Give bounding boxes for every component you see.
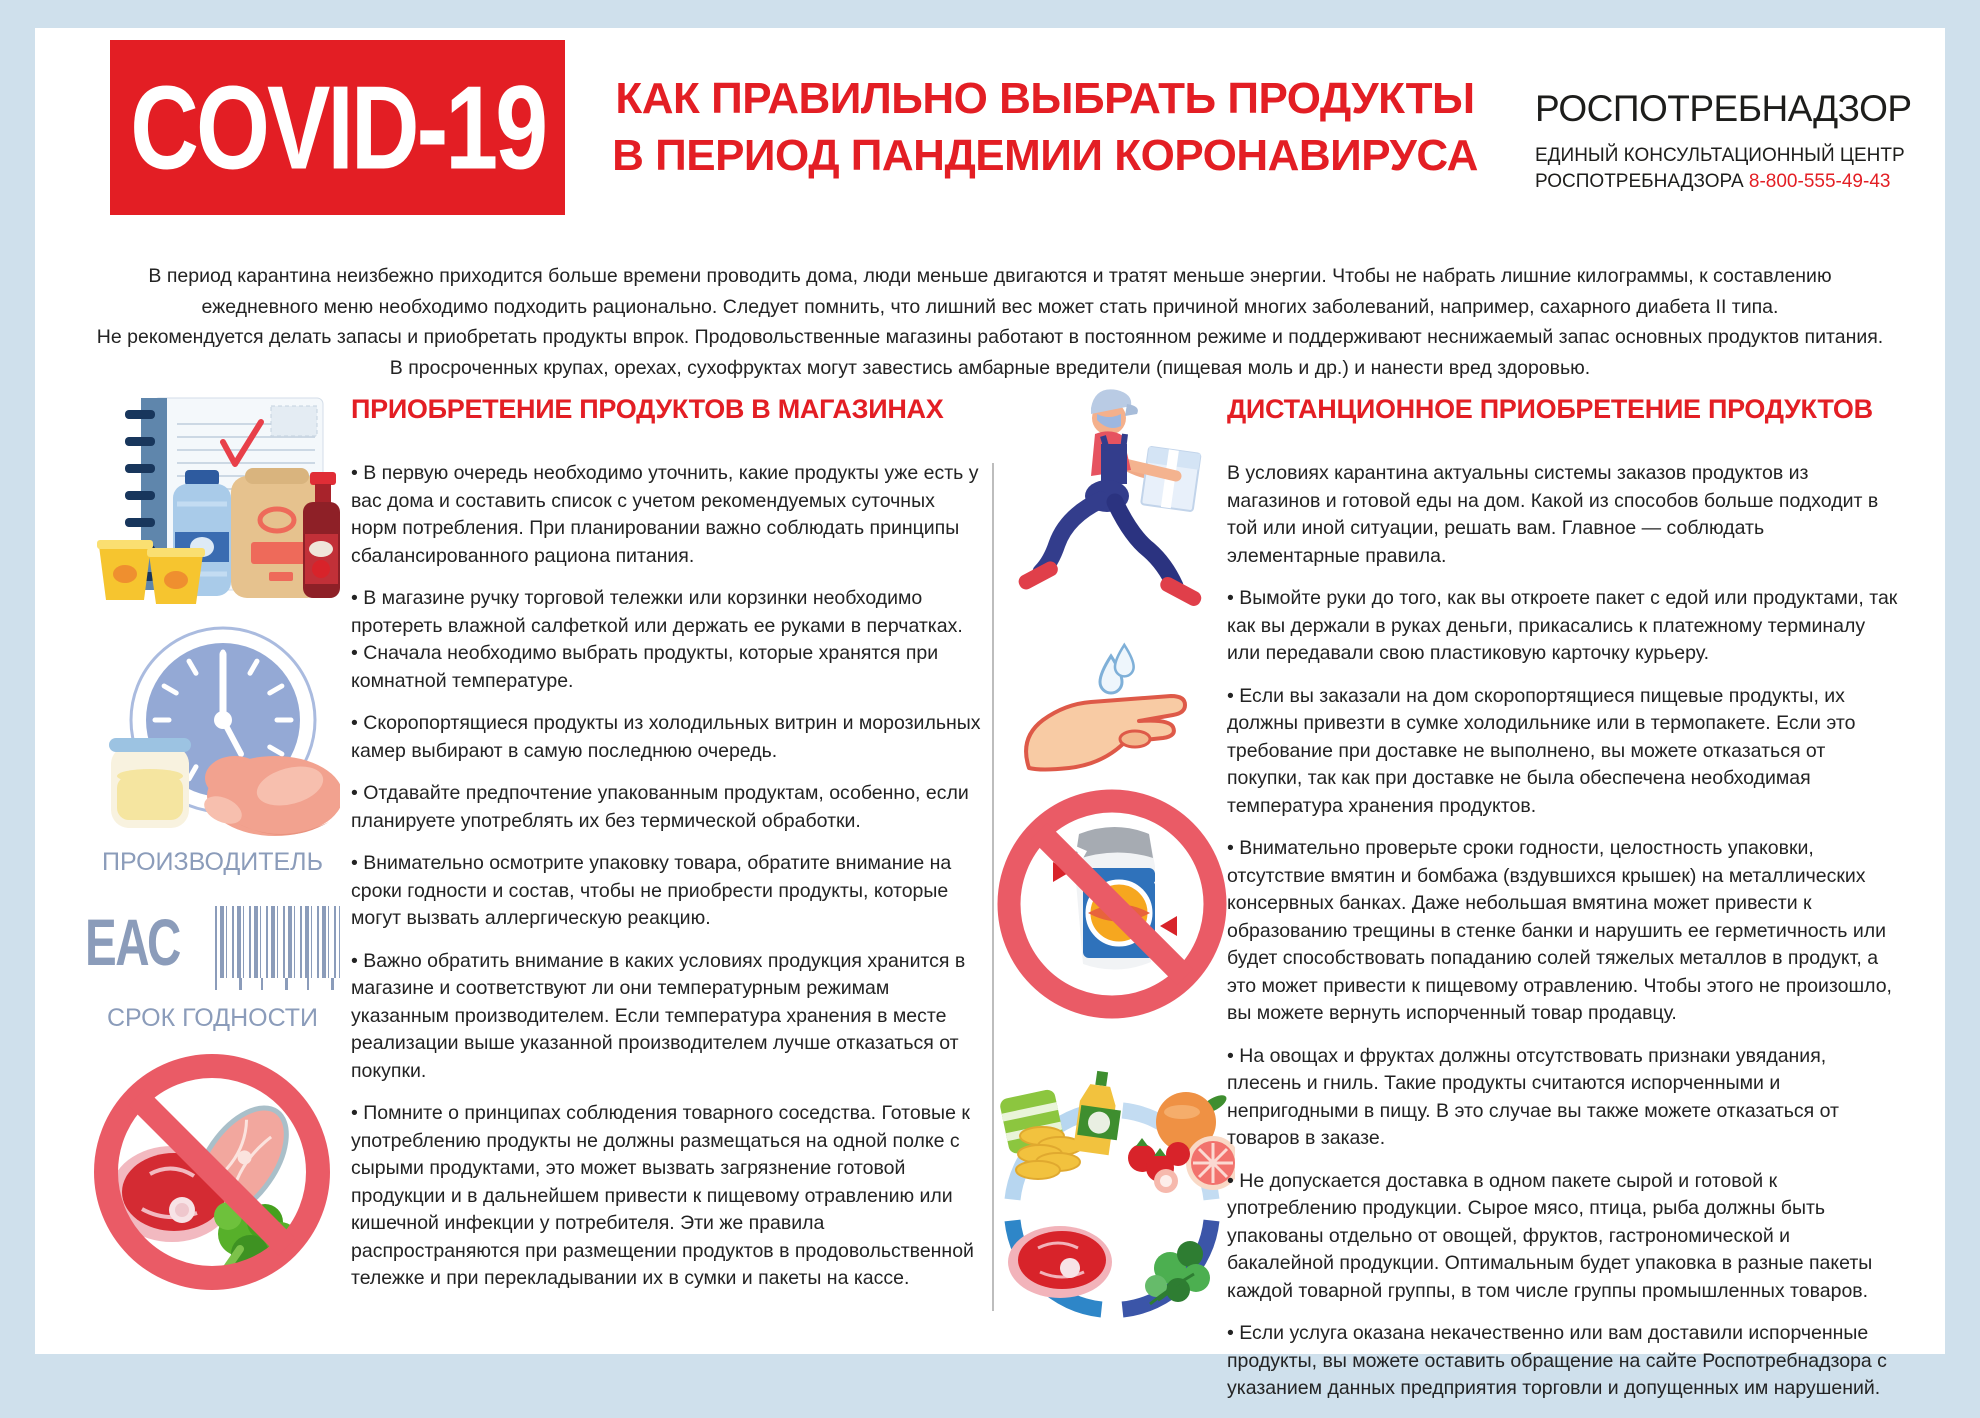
milk-jar <box>109 738 191 828</box>
store-bullet: • В первую очередь необходимо уточнить, какие продукты уже есть у вас дома и составить список с учетом рекомендуемых суточных норм потребления. При планировании важно соблюдать принципы сбалансированного рациона питания. <box>351 462 979 567</box>
producer-label: ПРОИЗВОДИТЕЛЬ <box>101 848 323 876</box>
remote-intro: В условиях карантина актуальны системы заказов продуктов из магазинов и готовой еды на дом. Какой из способов больше подходит в той или иной ситуации, решать вам. Главное — соблюдать элементарные правила. <box>1227 462 1879 567</box>
covid-19-badge <box>110 40 565 215</box>
eac-mark: ЕАС <box>85 905 180 979</box>
intro-line3: Не рекомендуется делать запасы и приобретать продукты впрок. Продовольственные магазины работают в постоянном режиме и поддерживают неснижаемый запас основных продуктов питания. <box>96 326 1884 348</box>
courier-illustration <box>1013 378 1208 638</box>
intro-line2: ежедневного меню необходимо подходить рационально. Следует помнить, что лишний вес может стать причиной многих заболеваний, например, сахарного диабета II типа. <box>201 295 1779 318</box>
intro-paragraph <box>90 261 1890 383</box>
intro-line1: В период карантина неизбежно приходится больше времени проводить дома, люди меньше двигаются и тратят меньше энергии. Чтобы не набрать лишние килограммы, к составлению <box>148 265 1832 287</box>
shelf-life-label: СРОК ГОДНОСТИ <box>106 1004 319 1032</box>
store-bullet: • Важно обратить внимание в каких условиях продукция хранится в магазине и соответствуют ли они температурным режимам указанным производителем. Если температура хранения в месте реализации выше указанной производителем лучше отказаться от покупки. <box>351 949 966 1082</box>
water-drop-icon <box>1100 645 1134 693</box>
covid-19-badge-text: COVID-19 <box>130 60 545 194</box>
remote-bullet: • Внимательно проверьте сроки годности, целостность упаковки, отсутствие вмятин и бомбажа (вздувшихся крышек) на металлических консервных банках. Даже небольшая вмятина может привести к образованию трещины в стенке банки и нарушить ее герметичность или будет способствовать попаданию солей тяжелых металлов в продукт, а это может привести к пищевому отравлению. Чтобы этого не произошло, вы можете вернуть испорченный товар продавцу. <box>1227 837 1892 1024</box>
store-bullet: • Скоропортящиеся продукты из холодильных витрин и морозильных камер выбирают в самую последнюю очередь. <box>351 712 981 762</box>
meat <box>1008 1226 1112 1298</box>
store-column <box>351 394 985 1308</box>
clock-storage-time-illustration <box>85 618 340 840</box>
hotline-line2: РОСПОТРЕБНАДЗОРА <box>1535 171 1744 192</box>
hotline-line1: ЕДИНЫЙ КОНСУЛЬТАЦИОННЫЙ ЦЕНТР <box>1535 145 1905 166</box>
eac-barcode-row <box>85 890 340 994</box>
store-bullet: • В магазине ручку торговой тележки или корзинки необходимо протереть влажной салфеткой или держать ее руками в перчатках. <box>351 587 963 637</box>
remote-bullet: • На овощах и фруктах должны отсутствовать признаки увядания, плесень и гниль. Такие продукты считаются испорченными и непригодными в пищу. В это случае вы также можете отказаться от товаров в заказе. <box>1227 1044 1839 1149</box>
page-title <box>590 70 1500 184</box>
store-bullet: • Внимательно осмотрите упаковку товара, обратите внимание на сроки годности и состав, чтобы не приобрести продукты, которые могут вызвать аллергическую реакцию. <box>351 852 952 929</box>
page-title-line2: В ПЕРИОД ПАНДЕМИИ КОРОНАВИРУСА <box>612 131 1478 180</box>
remote-bullet: • Если услуга оказана некачественно или вам доставили испорченные продукты, вы можете оставить обращение на сайте Роспотребнадзора с указанием данных предприятия торговли и допущенных им нарушений. <box>1227 1322 1887 1399</box>
remote-column-heading: ДИСТАНЦИОННОЕ ПРИОБРЕТЕНИЕ ПРОДУКТОВ <box>1227 394 1873 424</box>
intro-line4: В просроченных крупах, орехах, сухофруктах могут завестись амбарные вредители (пищевая моль и др.) и нанести вред здоровью. <box>389 356 1591 379</box>
agency-block <box>1535 88 1925 195</box>
groceries-illustration <box>85 384 340 612</box>
remote-bullet: • Не допускается доставка в одном пакете сырой и готовой к употреблению продукции. Сырое мясо, птица, рыба должны быть упакованы отдельно от овощей, фруктов, гастрономической и бакалейной продукции. Оптимальным будет упаковка в разные пакеты каждой товарной группы, в том числе группы промышленных товаров. <box>1227 1169 1873 1302</box>
no-raw-products-sign <box>90 1044 335 1306</box>
no-damaged-package-sign <box>997 776 1227 1041</box>
open-hand <box>1026 696 1185 770</box>
agency-name: РОСПОТРЕБНАДЗОР <box>1535 88 1912 129</box>
hand-washing-illustration <box>1013 642 1208 774</box>
greens <box>1145 1241 1210 1304</box>
remote-column <box>1227 394 1899 1418</box>
remote-bullet: • Если вы заказали на дом скоропортящиеся пищевые продукты, их должны привезти в сумке холодильнике или в термопакете. Если это требование при доставке не выполнено, вы можете отказаться от покупки, так как при доставке не была обеспечена необходимая температура хранения продуктов. <box>1227 684 1856 817</box>
remote-bullet: • Вымойте руки до того, как вы откроете пакет с едой или продуктами, так как вы держали в руках деньги, прикасались к платежному терминалу или передавали свою пластиковую карточку курьеру. <box>1227 587 1898 664</box>
hotline-phone: 8-800-555-49-43 <box>1748 171 1891 192</box>
poster <box>35 28 1945 1399</box>
store-bullet: • Помните о принципах соблюдения товарного соседства. Готовые к употреблению продукты не должны размещаться на одной полке с сырыми продуктами, это может вызвать загрязнение готовой продукции и в дальнейшем привести к пищевому отравлению или кишечной инфекции у потребителя. Эти же правила распространяются при размещении продуктов в продовольственной тележке и при перекладывании их в сумки и пакеты на кассе. <box>351 1102 974 1289</box>
food-groups-plate-illustration <box>990 1050 1235 1355</box>
page-title-line1: КАК ПРАВИЛЬНО ВЫБРАТЬ ПРОДУКТЫ <box>615 74 1475 123</box>
store-bullet: • Отдавайте предпочтение упакованным продуктам, особенно, если планируете употреблять их без термической обработки. <box>351 782 969 832</box>
raw-chicken <box>200 756 340 836</box>
store-bullet: • Сначала необходимо выбрать продукты, которые хранятся при комнатной температуре. <box>351 642 939 692</box>
hotline-info <box>1535 143 1925 195</box>
store-column-heading: ПРИОБРЕТЕНИЕ ПРОДУКТОВ В МАГАЗИНАХ <box>351 394 944 424</box>
barcode-icon <box>215 906 340 978</box>
